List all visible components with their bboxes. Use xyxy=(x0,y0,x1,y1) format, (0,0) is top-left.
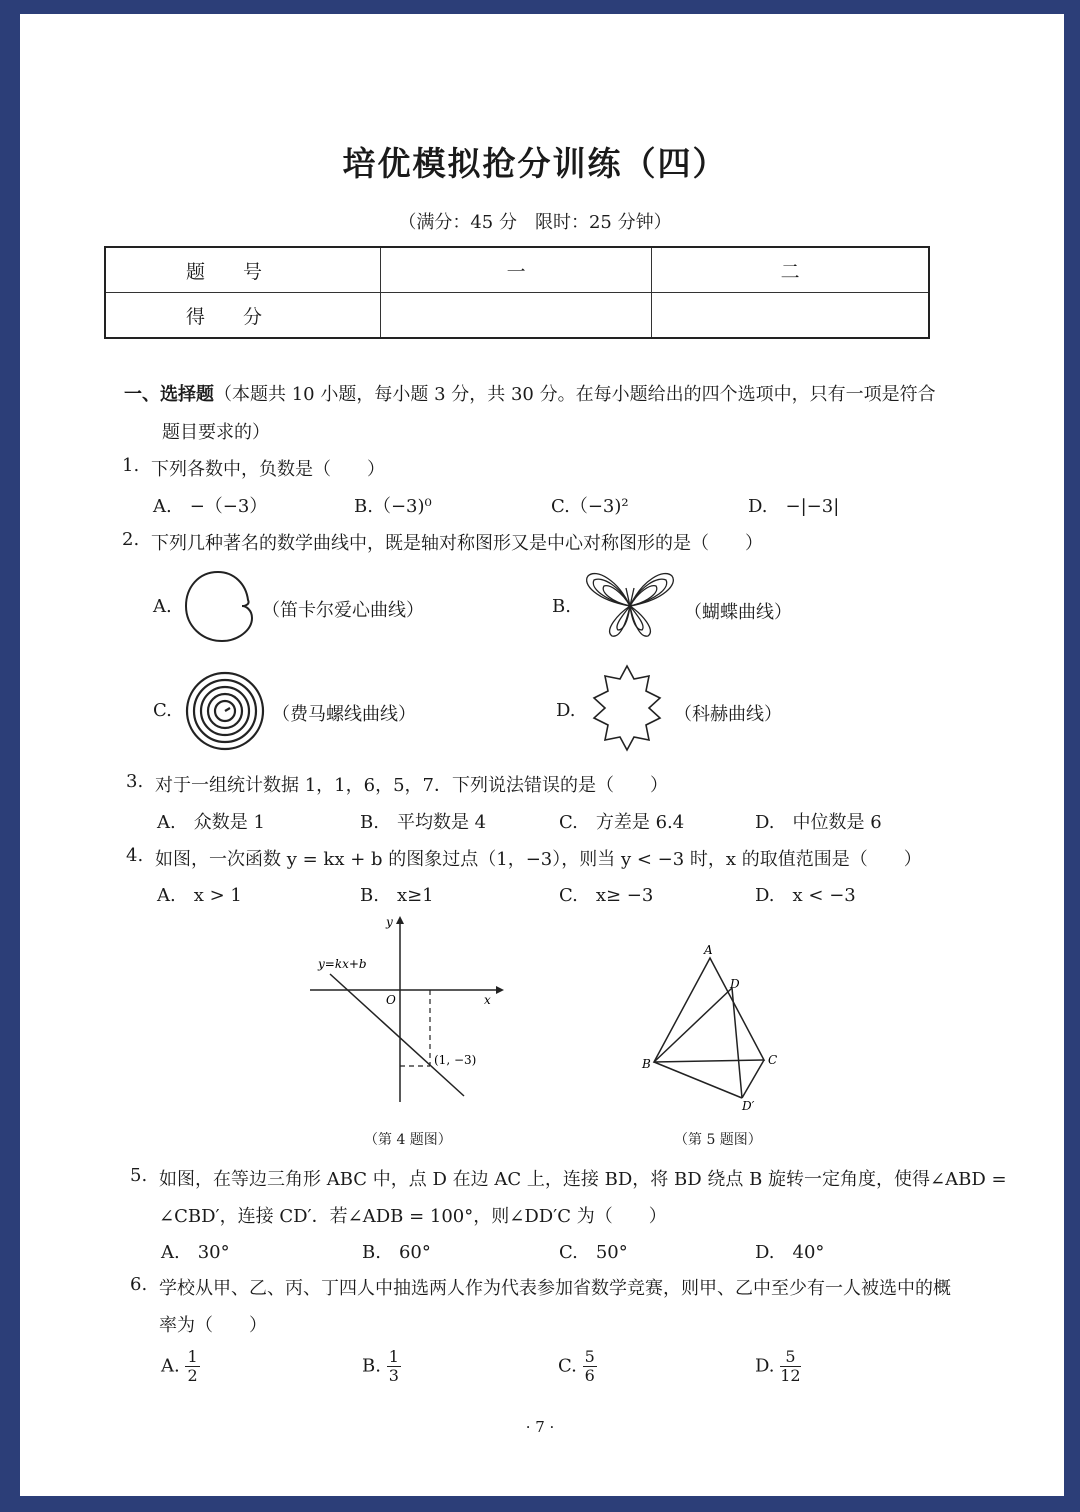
fermat-spiral-figure xyxy=(182,668,268,754)
q4-option-c: C. x≥ −3 xyxy=(559,885,654,906)
q2-option-d-letter: D. xyxy=(556,700,576,721)
q6-text-1: 学校从甲、乙、丙、丁四人中抽选两人作为代表参加省数学竞赛，则甲、乙中至少有一人被选中的概 xyxy=(159,1278,951,1299)
fig5-caption: （第 5 题图） xyxy=(674,1132,762,1148)
q5-option-a: A. 30° xyxy=(161,1242,230,1263)
q1-option-c: C.（−3)² xyxy=(551,496,629,517)
q6-option-d-numerator: 5 xyxy=(780,1348,800,1367)
q4-number: 4. xyxy=(126,845,144,866)
q1-number: 1. xyxy=(122,455,140,476)
figure-4-linear-graph xyxy=(300,910,510,1110)
q3-option-c: C. 方差是 6.4 xyxy=(559,812,685,833)
q4-option-a: A. x > 1 xyxy=(157,885,242,906)
score-table-score-label: 得分 xyxy=(105,293,381,339)
q2-option-b-letter: B. xyxy=(552,596,571,617)
fig4-line-label: y=kx+b xyxy=(318,957,367,971)
koch-snowflake-figure xyxy=(586,664,668,752)
q6-option-a-numerator: 1 xyxy=(187,1347,198,1366)
q6-option-d-denominator: 12 xyxy=(780,1366,801,1385)
score-cell-2 xyxy=(652,293,929,339)
q5-text-1: 如图，在等边三角形 ABC 中，点 D 在边 AC 上，连接 BD，将 BD 绕点 B 旋转一定角度，使得∠ABD = xyxy=(159,1169,1007,1190)
q3-number: 3. xyxy=(126,771,144,792)
butterfly-curve-figure xyxy=(582,566,678,642)
q2-option-c-label: （费马螺线曲线） xyxy=(272,704,416,725)
score-cell-1 xyxy=(381,293,652,339)
section-instructions-2: 题目要求的） xyxy=(162,422,270,443)
q6-option-c xyxy=(558,1348,597,1385)
q3-option-a: A. 众数是 1 xyxy=(157,812,265,833)
fig4-y-axis-label: y xyxy=(386,915,393,929)
q6-number: 6. xyxy=(130,1274,148,1295)
q5-number: 5. xyxy=(130,1165,148,1186)
q2-option-d-label: （科赫曲线） xyxy=(674,704,782,725)
q6-option-c-denominator: 6 xyxy=(584,1366,595,1385)
score-table-number-label: 题号 xyxy=(105,247,381,293)
q6-option-b-numerator: 1 xyxy=(388,1347,399,1366)
q2-text: 下列几种著名的数学曲线中，既是轴对称图形又是中心对称图形的是（ ） xyxy=(151,533,763,554)
section-instructions: （本题共 10 小题，每小题 3 分，共 30 分。在每小题给出的四个选项中，只有一项是符合 xyxy=(214,384,936,405)
fig5-label-d: D xyxy=(730,977,740,991)
fig4-caption: （第 4 题图） xyxy=(364,1132,452,1148)
score-table-col-2: 二 xyxy=(652,247,929,293)
score-table xyxy=(104,246,930,339)
q6-option-d xyxy=(755,1348,801,1385)
fig5-label-a: A xyxy=(704,943,713,957)
q6-option-b-letter: B. xyxy=(362,1355,381,1377)
q6-option-a-letter: A. xyxy=(161,1355,180,1377)
q4-option-b: B. x≥1 xyxy=(360,885,434,906)
q2-option-b-label: （蝴蝶曲线） xyxy=(684,602,792,623)
q6-option-b-denominator: 3 xyxy=(388,1366,399,1385)
q2-option-a-label: （笛卡尔爱心曲线） xyxy=(262,600,424,621)
cardioid-curve-figure xyxy=(180,564,258,646)
q4-text: 如图，一次函数 y = kx + b 的图象过点（1，−3），则当 y < −3 时，x 的取值范围是（ ） xyxy=(155,849,922,870)
q6-text-2: 率为（ ） xyxy=(159,1315,267,1336)
q2-option-a-letter: A. xyxy=(153,596,172,617)
q1-option-a: A. −（−3） xyxy=(153,496,268,517)
q5-option-b: B. 60° xyxy=(362,1242,431,1263)
q5-option-d: D. 40° xyxy=(755,1242,825,1263)
q1-text: 下列各数中，负数是（ ） xyxy=(151,459,385,480)
page-number: · 7 · xyxy=(525,1418,555,1436)
q6-option-b xyxy=(362,1348,401,1385)
q3-option-d: D. 中位数是 6 xyxy=(755,812,882,833)
q6-option-a xyxy=(161,1348,200,1385)
fig4-point-label: (1, −3) xyxy=(434,1053,477,1067)
q4-option-d: D. x < −3 xyxy=(755,885,856,906)
q6-option-c-numerator: 5 xyxy=(584,1347,595,1366)
page-title: 培优模拟抢分训练（四） xyxy=(342,144,728,183)
figure-5-triangle xyxy=(636,938,786,1116)
fig4-origin-label: O xyxy=(386,993,396,1007)
section-heading: 一、选择题 xyxy=(124,384,214,405)
q6-option-b-fraction xyxy=(387,1348,401,1385)
q5-text-2: ∠CBD′，连接 CD′．若∠ADB = 100°，则∠DD′C 为（ ） xyxy=(159,1206,667,1227)
q3-text: 对于一组统计数据 1，1，6，5，7．下列说法错误的是（ ） xyxy=(155,775,668,796)
q6-option-c-fraction xyxy=(583,1348,597,1385)
q6-option-d-fraction xyxy=(780,1348,800,1385)
score-table-col-1: 一 xyxy=(381,247,652,293)
section-heading-line xyxy=(124,380,936,406)
q6-option-a-denominator: 2 xyxy=(187,1366,198,1385)
q6-option-c-letter: C. xyxy=(558,1355,577,1377)
fig4-x-axis-label: x xyxy=(484,993,491,1007)
q3-option-b: B. 平均数是 4 xyxy=(360,812,487,833)
q1-option-d: D. −|−3| xyxy=(748,496,840,517)
q2-number: 2. xyxy=(122,529,140,550)
page-subtitle: （满分：45 分 限时：25 分钟） xyxy=(398,212,672,233)
q1-option-b: B.（−3)⁰ xyxy=(354,496,432,517)
fig5-label-d-prime: D′ xyxy=(742,1099,755,1113)
q2-option-c-letter: C. xyxy=(153,700,172,721)
q6-option-d-letter: D. xyxy=(755,1355,775,1377)
fig5-label-c: C xyxy=(768,1053,778,1067)
fig5-label-b: B xyxy=(642,1057,651,1071)
q5-option-c: C. 50° xyxy=(559,1242,628,1263)
q6-option-a-fraction xyxy=(185,1348,199,1385)
